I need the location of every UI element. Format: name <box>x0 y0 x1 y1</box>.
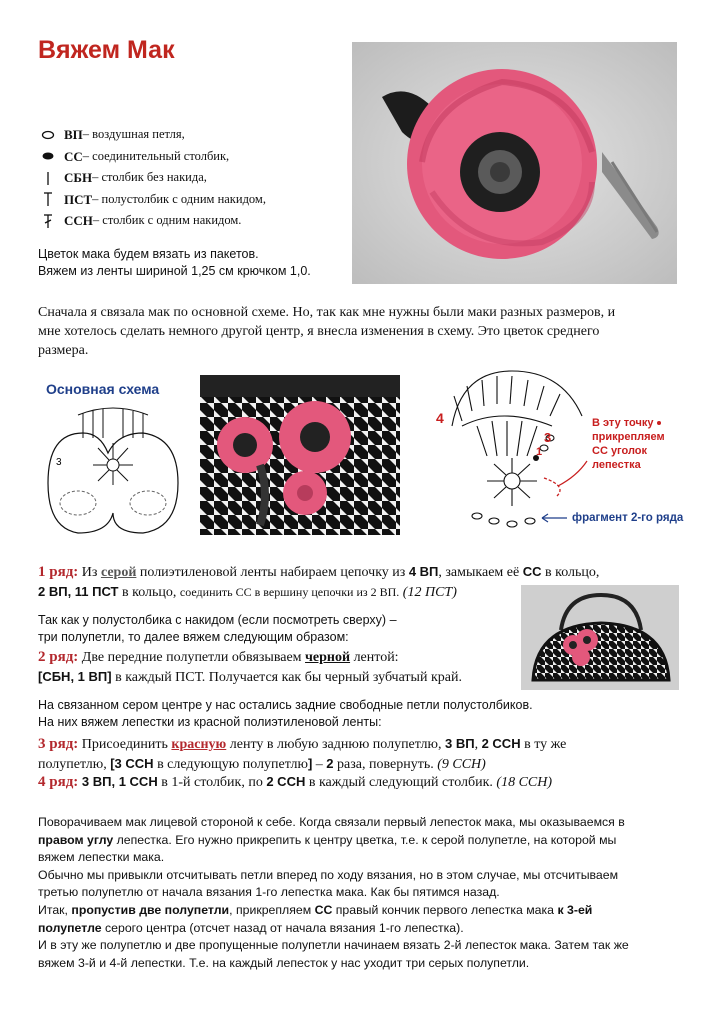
text-line: вяжем 3-й и 4-й лепестки. Т.е. на каждый лепесток у нас уходит три серых полупетли. <box>38 955 530 970</box>
text-span: – <box>312 757 327 772</box>
chain-loop-icon <box>38 130 58 140</box>
text-bold: 2 ССН <box>481 736 521 751</box>
red-word: красную <box>171 737 227 752</box>
legend-abbr: ВП <box>64 127 83 142</box>
note-line: На них вяжем лепестки из красной полиэтиленовой ленты: <box>38 715 382 729</box>
text-bold: 2 ВП, 11 ПСТ <box>38 584 119 599</box>
row-number-3: 3 <box>544 430 552 445</box>
fragment-label: фрагмент 2-го ряда <box>572 512 684 524</box>
half-double-crochet-icon <box>38 191 58 207</box>
row4-text <box>38 772 678 792</box>
final-instructions <box>38 814 683 972</box>
grey-word: серой <box>100 565 137 580</box>
page-title: Вяжем Мак <box>38 36 175 64</box>
text-bold: 2 ССН <box>266 774 306 789</box>
text-bold: [СБН, 1 ВП] <box>38 669 112 684</box>
legend-abbr: СБН <box>64 170 93 185</box>
row-number-4: 4 <box>436 410 444 426</box>
text-span: , прикрепляем <box>229 902 315 917</box>
text-line: третью полупетлю от начала вязания 1-го лепестка мака. Как бы пятимся назад. <box>38 885 500 900</box>
text-span: в 1-й столбик, по <box>157 775 267 790</box>
main-paragraph: Сначала я связала мак по основной схеме. Но, так как мне нужны были маки разных размеров, и мне хотелось сделать немного другой центр, я внесла изменения в схему. Это цветок среднего размера. <box>38 305 616 358</box>
text-span: , <box>474 737 482 752</box>
scheme-row-number: 3 <box>56 457 62 468</box>
text-span: в кольцо, <box>118 585 180 600</box>
stitch-legend <box>38 124 266 232</box>
row4-label: 4 ряд: <box>38 774 79 790</box>
text-line: Поворачиваем мак лицевой стороной к себе. Когда связали первый лепесток мака, мы оказываемся в <box>38 815 625 829</box>
intro-text <box>38 246 338 280</box>
text-span: лентой: <box>350 650 399 665</box>
text-bold: правом углу <box>38 832 114 847</box>
text-bold: СС <box>522 564 542 579</box>
bag-photo <box>521 585 679 690</box>
row3-text <box>38 734 678 774</box>
text-line: Обычно мы привыкли отсчитывать петли вперед по ходу вязания, но в этом случае, мы отсчитываем <box>38 867 619 882</box>
text-bold: 4 ВП <box>408 564 439 579</box>
row2-text <box>38 648 518 687</box>
text-span: правый кончик первого лепестка мака <box>332 902 558 917</box>
legend-desc: – соединительный столбик, <box>82 148 230 163</box>
legend-row <box>38 210 266 232</box>
legend-desc: – столбик без накида, <box>92 170 207 184</box>
legend-row <box>38 146 266 168</box>
text-span: в каждый ПСТ. Получается как бы черный зубчатый край. <box>111 670 462 685</box>
main-scheme-diagram <box>38 403 188 543</box>
text-small: соединить СС в вершину цепочки из 2 ВП. <box>179 585 400 599</box>
scheme-label: Основная схема <box>46 381 160 397</box>
poppy-photo <box>352 42 677 284</box>
legend-row <box>38 189 266 211</box>
text-span: полиэтиленовой ленты набираем цепочку из <box>136 565 409 580</box>
petal-scheme-diagram <box>432 366 702 536</box>
centre-note <box>38 697 658 731</box>
text-span: Из <box>78 565 101 580</box>
row2-label: 2 ряд: <box>38 649 79 665</box>
text-bold: к 3-ей <box>557 902 593 917</box>
legend-desc: – столбик с одним накидом. <box>92 213 242 227</box>
text-bold: полупетле <box>38 920 102 935</box>
stitch-count: (18 ССН) <box>492 775 553 790</box>
text-span: в кольцо, <box>541 565 600 580</box>
text-line: И в эту же полупетлю и две пропущенные полупетли начинаем вязать 2-й лепесток мака. Затем так же <box>38 938 629 953</box>
text-span: Присоединить <box>78 737 172 752</box>
text-span: раза, повернуть. <box>333 757 434 772</box>
double-crochet-icon <box>38 213 58 229</box>
legend-desc: – полустолбик с одним накидом, <box>92 191 266 206</box>
text-bold: ] <box>307 756 313 771</box>
intro-line: Вяжем из ленты шириной 1,25 см крючком 1,0. <box>38 264 311 278</box>
single-crochet-icon <box>38 170 58 186</box>
text-line: вяжем лепестки мака. <box>38 850 165 865</box>
text-bold: пропустив две полупетли <box>71 902 230 917</box>
text-bold: 2 <box>326 756 334 771</box>
text-span: Итак, <box>38 902 72 917</box>
text-span: Две передние полупетли обвязываем <box>78 650 306 665</box>
text-span: , замыкаем её <box>438 565 523 580</box>
attach-point-note: В эту точку прикрепляем СС уголок лепестка <box>592 417 665 471</box>
legend-row <box>38 124 266 146</box>
text-bold: 3 ВП <box>445 736 475 751</box>
poppies-on-bag-photo <box>200 375 400 535</box>
text-span: в ту же <box>520 737 567 752</box>
text-line <box>38 902 683 920</box>
legend-row <box>38 167 266 189</box>
row1-label: 1 ряд: <box>38 564 79 580</box>
note-line: три полупетли, то далее вяжем следующим образом: <box>38 630 349 644</box>
legend-abbr: ПСТ <box>64 191 93 207</box>
half-stitch-note <box>38 612 498 646</box>
legend-abbr: СС <box>64 148 83 164</box>
black-word: черной <box>305 650 351 665</box>
row-number-1: 1 <box>536 446 543 458</box>
note-line: Так как у полустолбика с накидом (если посмотреть сверху) – <box>38 613 397 627</box>
text-span: серого центра (отсчет назад от начала вязания 1-го лепестка). <box>101 920 464 935</box>
text-line <box>38 920 683 938</box>
stitch-count: (12 ПСТ) <box>399 585 457 600</box>
text-line <box>38 832 683 850</box>
slip-stitch-icon <box>38 151 58 161</box>
stitch-count: (9 ССН) <box>433 757 486 772</box>
text-span: ленту в любую заднюю полупетлю, <box>226 737 445 752</box>
intro-line: Цветок мака будем вязать из пакетов. <box>38 247 259 261</box>
legend-desc: – воздушная петля, <box>82 127 185 141</box>
text-span: полупетлю, <box>38 757 111 772</box>
text-span: в каждый следующий столбик. <box>305 775 493 790</box>
text-bold: [3 ССН <box>110 756 154 771</box>
text-bold: СС <box>314 902 333 917</box>
text-span: лепестка. Его нужно прикрепить к центру цветка, т.е. к серой полупетле, на которой мы <box>113 832 617 847</box>
row3-label: 3 ряд: <box>38 736 79 752</box>
legend-abbr: ССН <box>64 213 93 228</box>
text-bold: 3 ВП, 1 ССН <box>78 774 158 789</box>
text-span: в следующую полупетлю <box>153 757 308 772</box>
note-line: На связанном сером центре у нас остались задние свободные петли полустолбиков. <box>38 698 533 712</box>
